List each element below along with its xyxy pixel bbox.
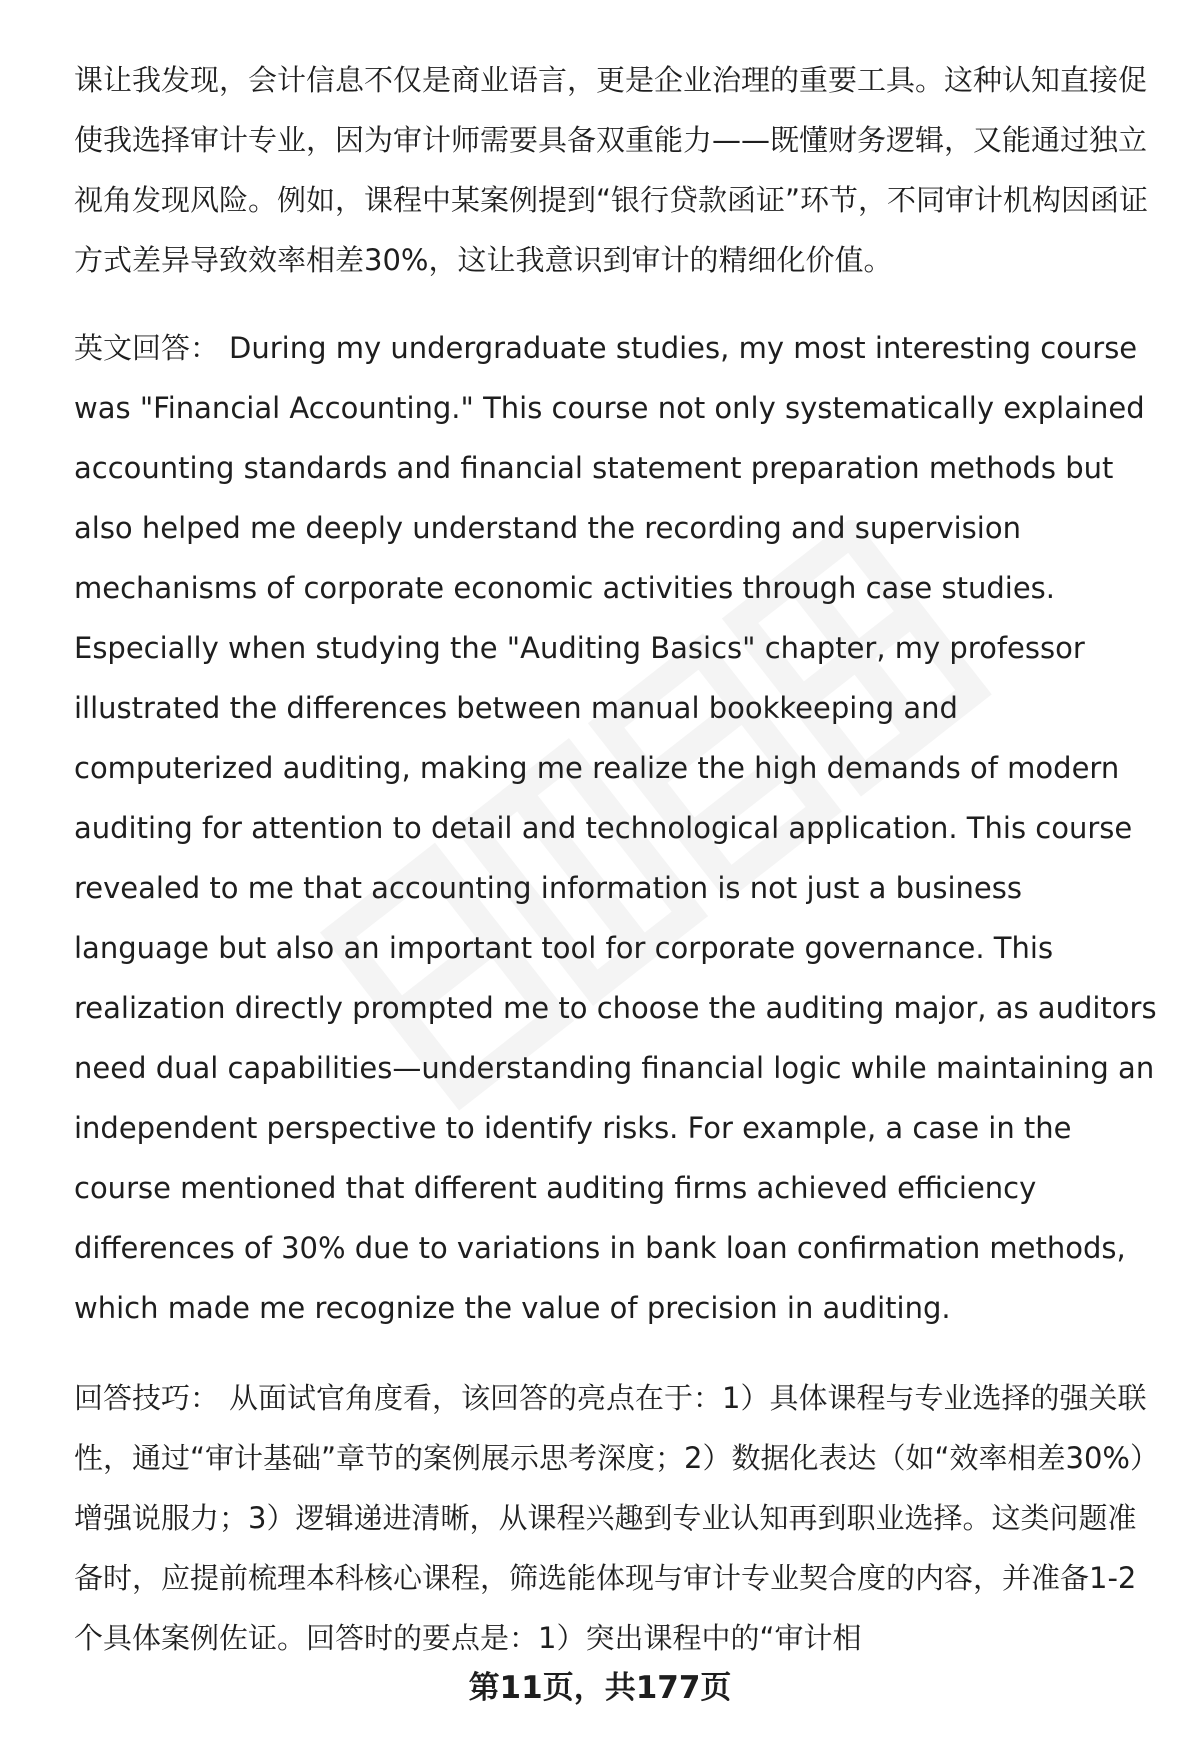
english-answer-label: 英文回答： — [74, 331, 220, 365]
page-indicator: 第11页，共177页 — [468, 1670, 732, 1706]
answer-tips-label: 回答技巧： — [74, 1381, 220, 1415]
paragraph-cn-intro: 课让我发现，会计信息不仅是商业语言，更是企业治理的重要工具。这种认知直接促使我选择审计专业，因为审计师需要具备双重能力——既懂财务逻辑，又能通过独立视角发现风险。例如，课程中某案例提到“银行贷款函证”环节，不同审计机构因函证方式差异导致效率相差30%，这让我意识到审计的精细化价值。 — [74, 63, 1149, 277]
english-answer-paragraph — [74, 318, 1159, 1338]
english-answer-text: During my undergraduate studies, my most interesting course was "Financial Accounting." This course not only systematically explained accounting standards and financial statement preparation methods but also helped me deeply understand the recording and supervision mechanisms of corporate economic activities through case studies. Especially when studying the "Auditing Basics" chapter, my professor illustrated the differences between manual bookkeeping and computerized auditing, making me realize the high demands of modern auditing for attention to detail and technological application. This course revealed to me that accounting information is not just a business language but also an important tool for corporate governance. This realization directly prompted me to choose the auditing major, as auditors need dual capabilities—understanding financial logic while maintaining an independent perspective to identify risks. For example, a case in the course mentioned that different auditing firms achieved efficiency differences of 30% due to variations in bank loan confirmation methods, which made me recognize the value of precision in auditing. — [74, 331, 1157, 1325]
answer-tips-text: 从面试官角度看，该回答的亮点在于：1）具体课程与专业选择的强关联性，通过“审计基础”章节的案例展示思考深度；2）数据化表达（如“效率相差30%）增强说服力；3）逻辑递进清晰，从课程兴趣到专业认知再到职业选择。这类问题准备时，应提前梳理本科核心课程，筛选能体现与审计专业契合度的内容，并准备1-2个具体案例佐证。回答时的要点是：1）突出课程中的“审计相 — [74, 1381, 1159, 1655]
answer-tips-paragraph — [74, 1368, 1159, 1668]
